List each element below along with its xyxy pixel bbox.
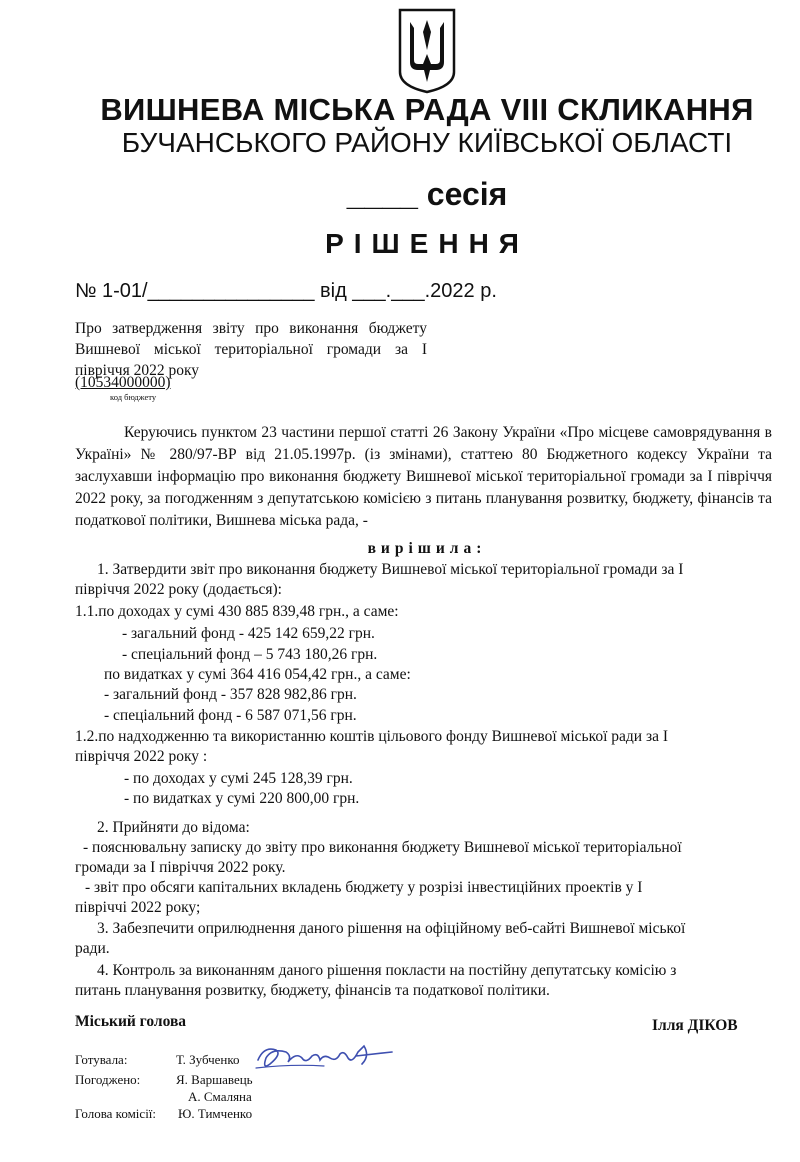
head-label: Голова комісії: [75, 1106, 157, 1121]
decision-title: РІШЕННЯ [325, 228, 529, 259]
item-1-1-expenses-special: - спеціальний фонд - 6 587 071,56 грн. [104, 707, 357, 724]
budget-code-caption: код бюджету [110, 392, 157, 402]
item-1-2-line-1: 1.2.по надходженню та використанню коштів цільового фонду Вишневої міської ради за І [75, 728, 669, 745]
item-1-1-expenses-general: - загальний фонд - 357 828 982,86 грн. [104, 686, 357, 703]
item-3-line-1: 3. Забезпечити оприлюднення даного рішення на офіційному веб-сайті Вишневої міської [97, 920, 686, 937]
item-3-line-2: ради. [75, 940, 110, 957]
prepared-name: Т. Зубченко [176, 1052, 240, 1067]
item-1-2-expenses: - по видатках у сумі 220 800,00 грн. [124, 790, 360, 807]
item-1-1-income: 1.1.по доходах у сумі 430 885 839,48 грн., а саме: [75, 603, 399, 620]
agreed-label: Погоджено: [75, 1072, 141, 1087]
handwritten-signature-icon [252, 1038, 402, 1076]
session-title: ____ сесія [346, 176, 508, 212]
item-4-line-1: 4. Контроль за виконанням даного рішення покласти на постійну депутатську комісію з [97, 962, 677, 979]
item-4-line-2: питань планування розвитку, бюджету, фінансів та податкової політики. [75, 982, 550, 999]
item-1-1-income-general: - загальний фонд - 425 142 659,22 грн. [122, 625, 375, 642]
council-title: ВИШНЕВА МІСЬКА РАДА VIII СКЛИКАННЯ [100, 92, 754, 127]
prepared-label: Готувала: [75, 1052, 128, 1067]
item-2-a-line-1: - пояснювальну записку до звіту про виконання бюджету Вишневої міської територіальної [83, 839, 682, 856]
item-1-1-income-special: - спеціальний фонд – 5 743 180,26 грн. [122, 646, 378, 663]
item-1-2-line-2: півріччя 2022 року : [75, 748, 208, 765]
item-1-line-2: півріччя 2022 року (додається): [75, 581, 282, 598]
trident-emblem-icon [396, 6, 458, 94]
resolved-heading: вирішила: [367, 540, 487, 557]
agreed-name-2: А. Смаляна [188, 1089, 252, 1104]
head-name: Ю. Тимченко [178, 1106, 253, 1121]
item-1-1-expenses: по видатках у сумі 364 416 054,42 грн., а саме: [104, 666, 411, 683]
decision-subject: Про затвердження звіту про виконання бюджету Вишневої міської територіальної громади за І півріччя 2022 року [75, 320, 427, 379]
signature-name: Ілля ДІКОВ [652, 1017, 738, 1034]
budget-code: (10534000000) [75, 374, 171, 391]
district-title: БУЧАНСЬКОГО РАЙОНУ КИЇВСЬКОЇ ОБЛАСТІ [121, 127, 733, 158]
agreed-name-1: Я. Варшавець [176, 1072, 253, 1087]
preamble-paragraph: Керуючись пунктом 23 частини першої статті 26 Закону України «Про місцеве самоврядування в Україні» № 280/97-ВР від 21.05.1997р. (із змінами), статтею 80 Бюджетного кодексу України та заслухавши інформацію про виконання бюджету Вишневої міської територіальної громади за І півріччя 2022 року, за погодженням з депутатською комісією з питань планування розвитку, бюджету, фінансів та податкової політики, Вишнева міська рада, - [75, 424, 772, 529]
item-2-a-line-2: громади за І півріччя 2022 року. [75, 859, 286, 876]
item-1-2-income: - по доходах у сумі 245 128,39 грн. [124, 770, 353, 787]
signature-position: Міський голова [75, 1013, 187, 1030]
item-2-b-line-2: півріччі 2022 року; [75, 899, 201, 916]
item-2-b-line-1: - звіт про обсяги капітальних вкладень бюджету у розрізі інвестиційних проектів у І [85, 879, 643, 896]
item-1-line-1: 1. Затвердити звіт про виконання бюджету Вишневої міської територіальної громади за І [97, 561, 684, 578]
item-2: 2. Прийняти до відома: [97, 819, 250, 836]
decision-number-line: № 1-01/_______________ від ___.___.2022 р. [75, 280, 497, 302]
